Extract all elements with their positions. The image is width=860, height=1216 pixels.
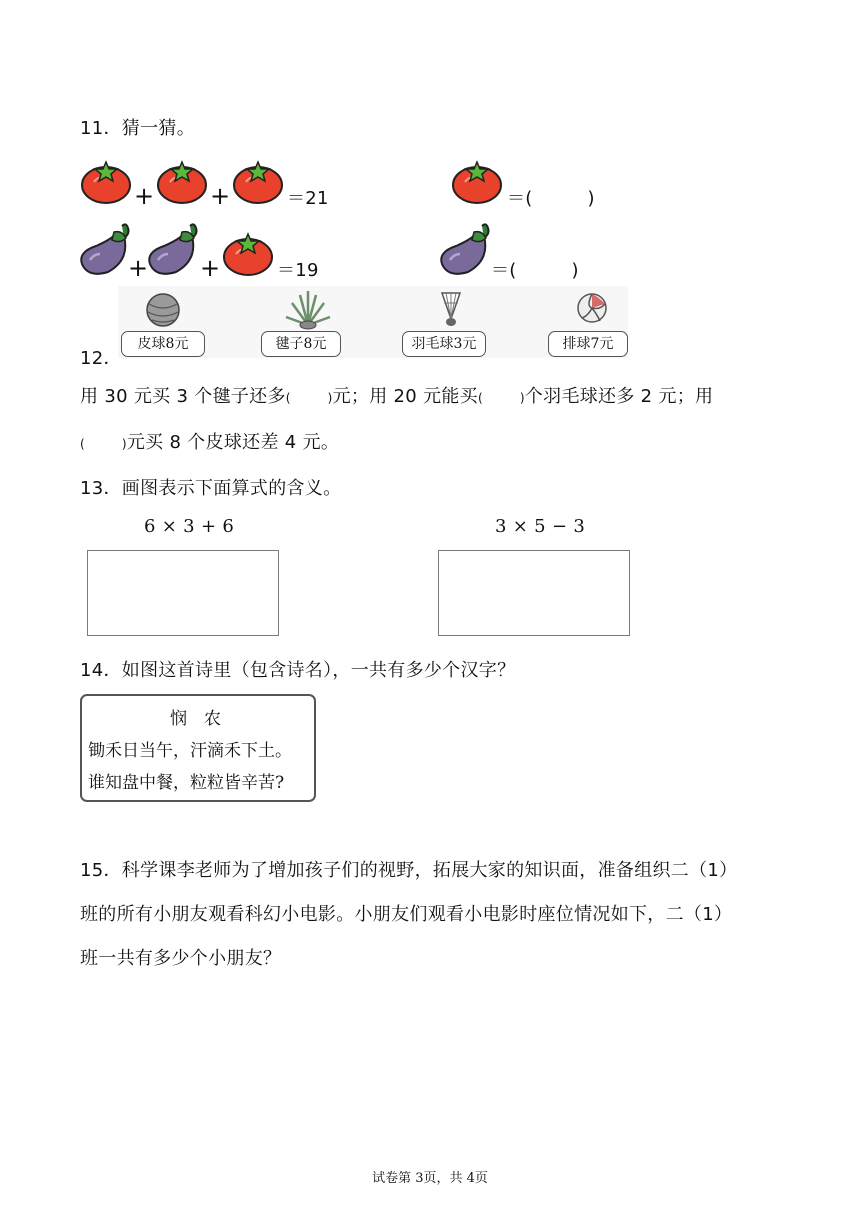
answer-blank[interactable]: ( ) — [477, 391, 525, 405]
q12-line2 — [80, 434, 339, 452]
shuttlecock-icon — [282, 287, 334, 331]
plus-sign: + — [210, 182, 231, 210]
poem-box — [80, 694, 316, 802]
q15-line1: 15．科学课李老师为了增加孩子们的视野，拓展大家的知识面，准备组织二（1） — [80, 860, 738, 881]
row1-result: ＝21 — [287, 188, 329, 209]
poem-title: 悯 农 — [170, 709, 221, 729]
q15-line3: 班一共有多少个小朋友？ — [80, 948, 282, 969]
price-tag: 羽毛球3元 — [402, 331, 486, 357]
price-tag: 皮球8元 — [121, 331, 205, 357]
page-footer: 试卷第 3页，共 4页 — [372, 1171, 488, 1186]
row2-result: ＝19 — [277, 260, 319, 281]
tomato-icon — [222, 232, 274, 276]
q12-number: 12． — [80, 348, 122, 369]
plus-sign: + — [134, 182, 155, 210]
drawing-box-1[interactable] — [87, 550, 279, 636]
q12-text: 元；用 20 元能买 — [332, 386, 478, 407]
eggplant-icon — [438, 220, 494, 276]
tomato-icon — [156, 160, 208, 204]
tomato-icon — [80, 160, 132, 204]
plus-sign: + — [128, 254, 149, 282]
badminton-icon — [436, 289, 466, 329]
eggplant-icon — [146, 220, 202, 276]
expression-2: 3 × 5 − 3 — [495, 516, 586, 537]
answer-blank[interactable]: ＝( ) — [491, 260, 579, 281]
tomato-icon — [232, 160, 284, 204]
price-tag: 毽子8元 — [261, 331, 341, 357]
q13-title: 13．画图表示下面算式的含义。 — [80, 478, 342, 499]
eggplant-answer — [491, 262, 579, 280]
expression-1: 6 × 3 + 6 — [144, 516, 235, 537]
volleyball-icon — [576, 292, 608, 324]
q14-title: 14．如图这首诗里（包含诗名），一共有多少个汉字？ — [80, 660, 516, 681]
tomato-icon — [451, 160, 503, 204]
ball-icon — [144, 292, 182, 328]
answer-blank[interactable]: ( ) — [285, 391, 333, 405]
q12-text: 个羽毛球还多 2 元；用 — [524, 386, 714, 407]
drawing-box-2[interactable] — [438, 550, 630, 636]
plus-sign: + — [200, 254, 221, 282]
q12-text: 元买 8 个皮球还差 4 元。 — [126, 432, 340, 453]
tomato-answer — [507, 190, 595, 208]
price-tag: 排球7元 — [548, 331, 628, 357]
poem-line: 锄禾日当午，汗滴禾下土。 — [88, 741, 292, 761]
eggplant-icon — [78, 220, 134, 276]
q15-line2: 班的所有小朋友观看科幻小电影。小朋友们观看小电影时座位情况如下，二（1） — [80, 904, 733, 925]
answer-blank[interactable]: ＝( ) — [507, 188, 595, 209]
q12-text: 用 30 元买 3 个毽子还多 — [80, 386, 286, 407]
answer-blank[interactable]: ( ) — [80, 437, 127, 451]
q11-title: 11．猜一猜。 — [80, 118, 196, 139]
poem-line: 谁知盘中餐，粒粒皆辛苦? — [88, 773, 285, 793]
q12-line1 — [80, 388, 713, 406]
